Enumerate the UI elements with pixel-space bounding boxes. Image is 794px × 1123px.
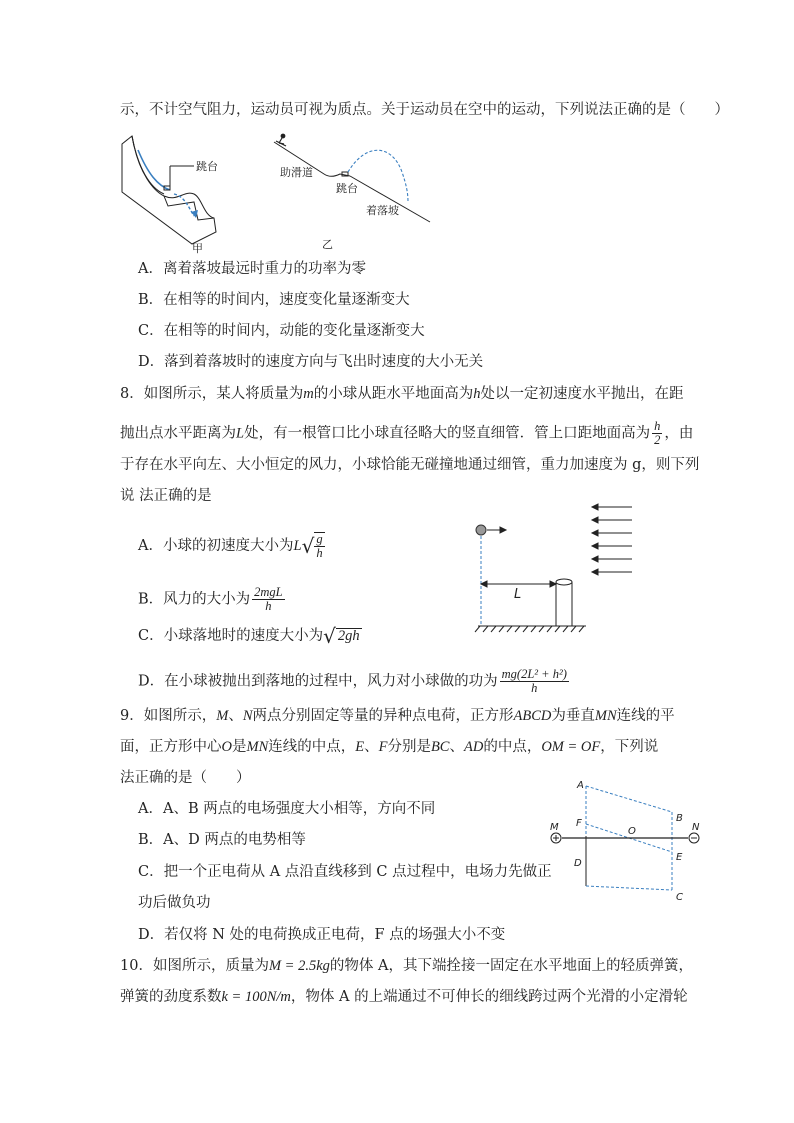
ski-jump-3d-drawing bbox=[122, 136, 216, 244]
label-e: E bbox=[676, 852, 683, 863]
q8-line-4: 说 法正确的是 bbox=[120, 488, 212, 504]
q7-option-b: B．在相等的时间内，速度变化量逐渐变大 bbox=[138, 292, 410, 308]
label-b: B bbox=[676, 813, 683, 824]
ground bbox=[475, 626, 586, 632]
q8-line-2: 抛出点水平距离为L处，有一根管口比小球直径略大的竖直细管．管上口距地面高为 $\frac{h}{2}$ ，由 bbox=[120, 419, 694, 447]
figure-jia bbox=[118, 132, 258, 254]
q9-option-d: D．若仅将 N 处的电荷换成正电荷，F 点的场强大小不变 bbox=[138, 927, 506, 943]
velocity-arrow bbox=[487, 527, 506, 533]
q9-line-2: 面，正方形中心O是MN连线的中点，E、F分别是BC、AD的中点，OM = OF，下列说 bbox=[120, 739, 659, 755]
label-o: O bbox=[628, 826, 636, 837]
label-n: N bbox=[692, 822, 700, 833]
q8-option-a: A．小球的初速度大小为L √ $\frac{g}{h}$ bbox=[138, 532, 323, 560]
charge-m bbox=[551, 833, 561, 843]
label-tiaotai-yi: 跳台 bbox=[336, 182, 358, 195]
tube bbox=[556, 579, 572, 626]
figure-yi bbox=[266, 132, 436, 252]
label-c: C bbox=[676, 892, 683, 903]
label-zhuhuadao: 助滑道 bbox=[280, 166, 313, 179]
label-L: L bbox=[514, 587, 522, 602]
q8-option-d: D．在小球被抛出到落地的过程中，风力对小球做的功为 $\frac{\text{mg(2L² + h²)}}{h}$ bbox=[138, 667, 567, 695]
q7-option-a: A．离着落坡最远时重力的功率为零 bbox=[138, 261, 366, 277]
q9-option-b: B．A、D 两点的电势相等 bbox=[138, 832, 306, 848]
q8-line-3: 于存在水平向左、大小恒定的风力，小球恰能无碰撞地通过细管，重力加速度为 g，则下列 bbox=[120, 457, 700, 473]
q7-option-d: D．落到着落坡时的速度方向与飞出时速度的大小无关 bbox=[138, 354, 484, 370]
label-a: A bbox=[577, 780, 584, 791]
charge-n bbox=[689, 833, 699, 843]
q8-option-c: C．小球落地时的速度大小为 √ 2gh bbox=[138, 624, 360, 648]
label-d: D bbox=[574, 858, 582, 869]
label-zhuoluopo: 着落坡 bbox=[366, 204, 399, 217]
label-m: M bbox=[550, 822, 559, 833]
q9-option-c-1: C．把一个正电荷从 A 点沿直线移到 C 点过程中，电场力先做正 bbox=[138, 864, 552, 880]
q10-line-1: 10．如图所示，质量为M = 2.5kg的物体 A，其下端拴接一固定在水平地面上的轻质弹簧， bbox=[120, 958, 693, 974]
label-tiaotai-jia: 跳台 bbox=[196, 160, 218, 173]
wind-arrows bbox=[592, 504, 632, 575]
q10-line-2: 弹簧的劲度系数k = 100N/m，物体 A 的上端通过不可伸长的细线跨过两个光滑的小定滑轮 bbox=[120, 989, 688, 1005]
q8-option-b: B．风力的大小为 $\frac{\text{2mgL}}{h}$ bbox=[138, 585, 283, 613]
q9-option-c-2: 功后做负功 bbox=[138, 895, 211, 911]
q8-line-1: 8．如图所示，某人将质量为m的小球从距水平地面高为h处以一定初速度水平抛出，在距 bbox=[120, 386, 684, 402]
label-yi: 乙 bbox=[322, 238, 333, 251]
figure-q8 bbox=[470, 498, 640, 638]
figure-q9 bbox=[546, 776, 716, 906]
q9-line-3: 法正确的是（ ） bbox=[120, 770, 251, 786]
ball bbox=[476, 525, 486, 535]
q7-intro: 示，不计空气阻力，运动员可视为质点。关于运动员在空中的运动，下列说法正确的是（ ） bbox=[120, 102, 729, 118]
label-jia: 甲 bbox=[192, 242, 203, 255]
q7-option-c: C．在相等的时间内，动能的变化量逐渐变大 bbox=[138, 323, 425, 339]
q9-option-a: A．A、B 两点的电场强度大小相等，方向不同 bbox=[138, 801, 436, 817]
label-f: F bbox=[576, 818, 582, 829]
q9-line-1: 9．如图所示，M、N两点分别固定等量的异种点电荷，正方形ABCD为垂直MN连线的平 bbox=[120, 708, 675, 724]
